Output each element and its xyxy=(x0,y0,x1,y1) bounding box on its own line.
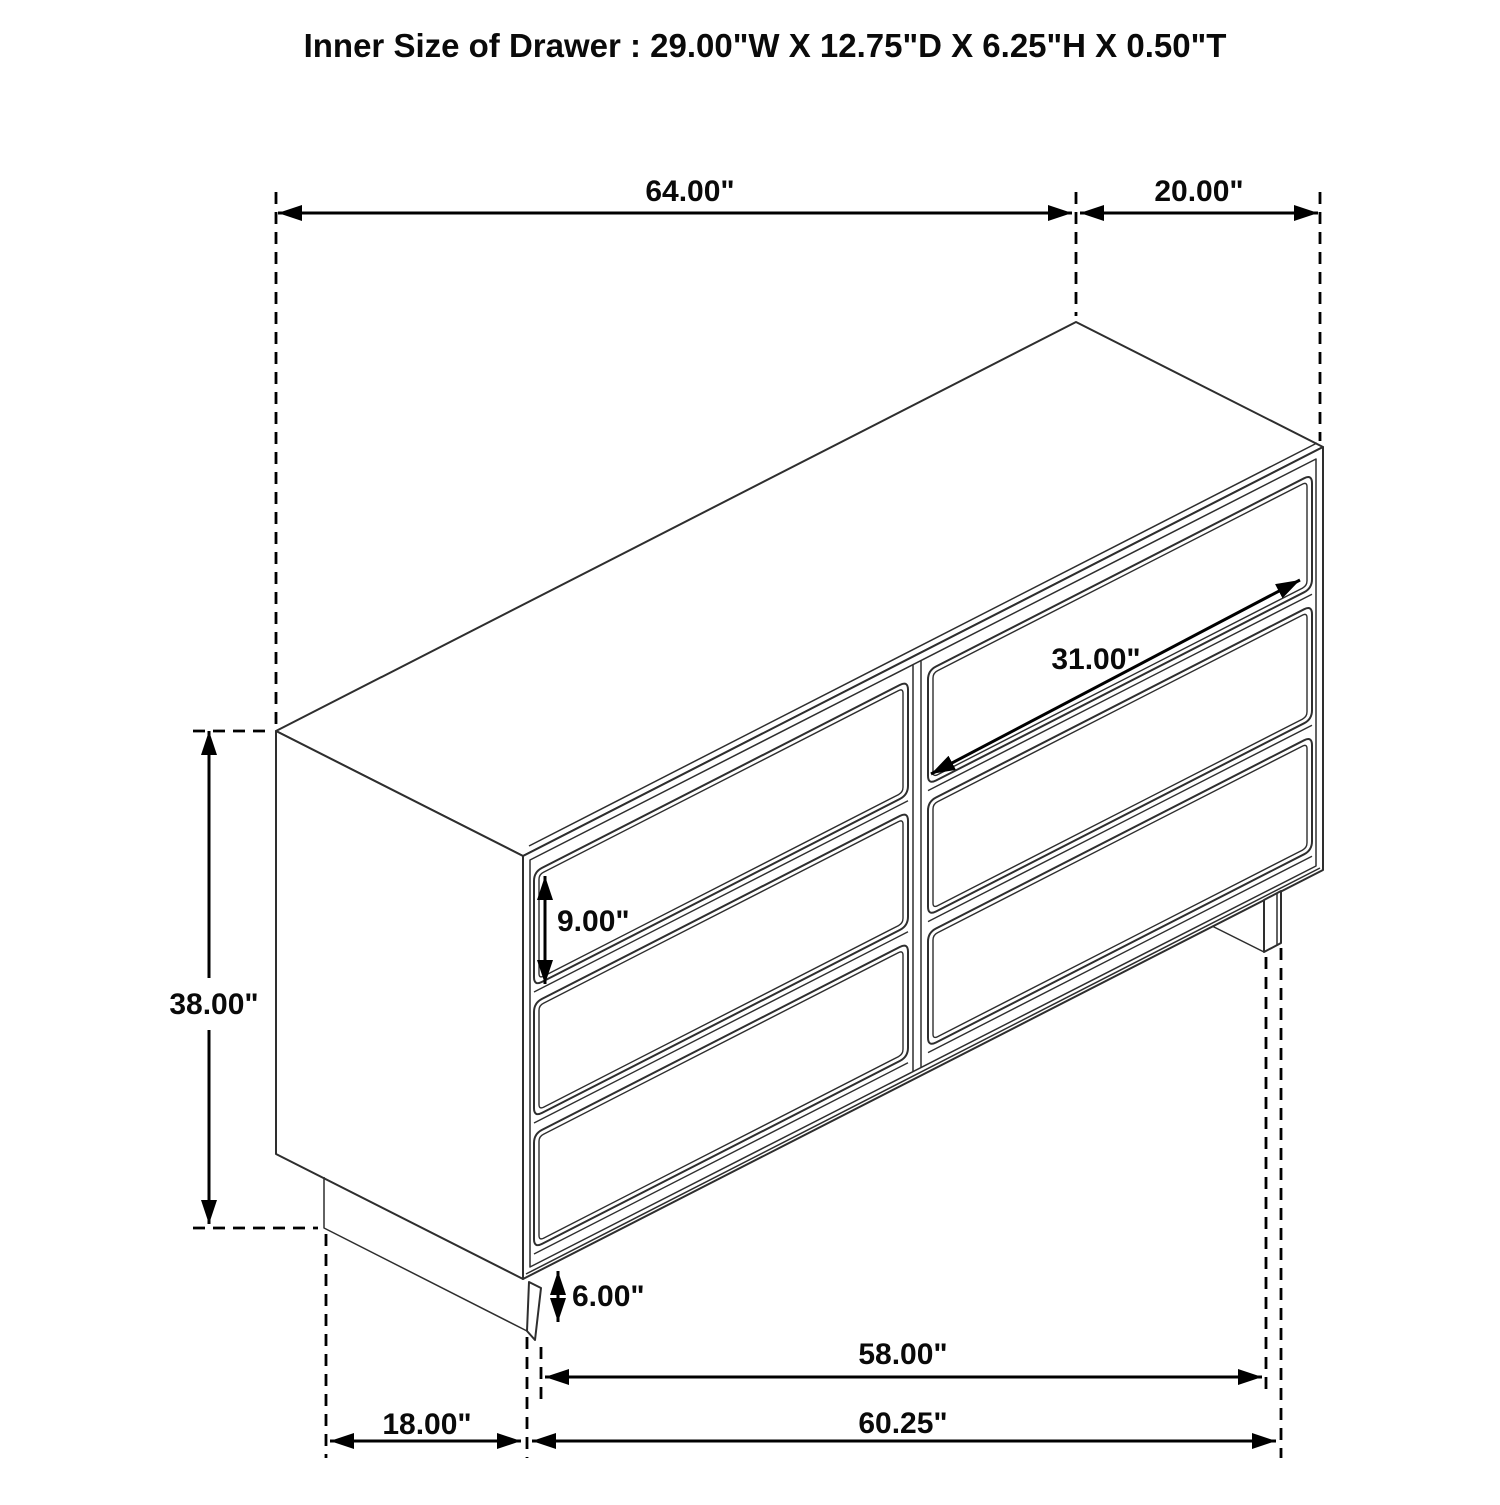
dimension-base-side-inset xyxy=(330,1408,521,1441)
dimension-base-front-width xyxy=(545,1338,1262,1377)
dim-label-base-height: 6.00" xyxy=(572,1280,645,1313)
dimension-base-outer-width xyxy=(532,1407,1276,1441)
dresser-body xyxy=(276,322,1323,1340)
right-leg-face xyxy=(1264,891,1281,952)
dim-label-base-outer-width: 60.25" xyxy=(858,1407,948,1440)
dim-label-drawer-opening-width: 31.00" xyxy=(1051,643,1141,676)
dim-label-overall-height: 38.00" xyxy=(169,988,259,1021)
dim-label-drawer-front-height: 9.00" xyxy=(557,905,630,938)
dim-label-top-width: 64.00" xyxy=(645,175,735,208)
dimension-overall-height xyxy=(169,731,258,1224)
dimension-base-height xyxy=(558,1271,645,1322)
plinth-right-end xyxy=(527,1282,541,1340)
right-leg-back-edge xyxy=(1212,926,1264,952)
diagram-title: Inner Size of Drawer : 29.00"W X 12.75"D X 6.25"H X 0.50"T xyxy=(303,27,1227,64)
dim-label-top-depth: 20.00" xyxy=(1154,175,1244,208)
dim-label-base-side-inset: 18.00" xyxy=(382,1408,472,1441)
dimension-top-depth xyxy=(1080,175,1318,213)
dimension-top-width xyxy=(278,175,1072,213)
dim-label-base-front-width: 58.00" xyxy=(858,1338,948,1371)
